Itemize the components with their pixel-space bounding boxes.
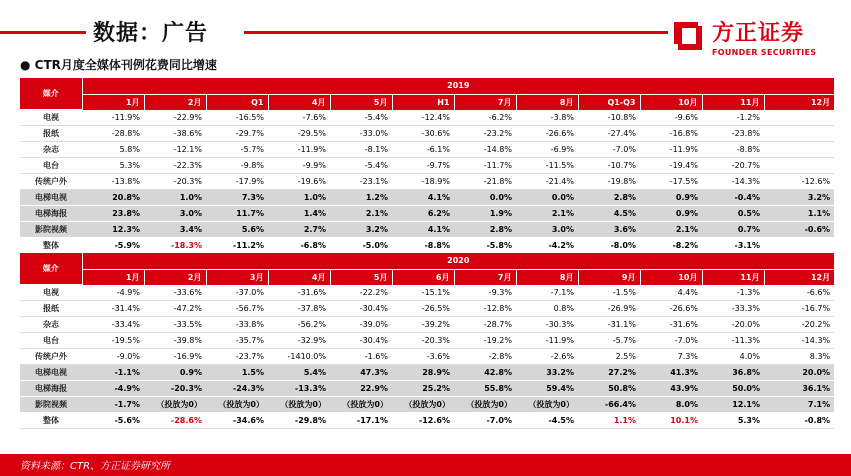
row-label: 影院视频: [20, 222, 82, 238]
table-cell: -9.6%: [640, 110, 702, 126]
table-cell: 2.1%: [330, 206, 392, 222]
table-cell: -9.9%: [268, 158, 330, 174]
table-cell: -7.6%: [268, 110, 330, 126]
table-cell: -18.9%: [392, 174, 454, 190]
media-corner-label: 媒介: [20, 253, 82, 285]
row-label: 整体: [20, 238, 82, 254]
table-cell: -1.5%: [578, 285, 640, 301]
table-cell: [764, 158, 834, 174]
table-cell: -20.7%: [702, 158, 764, 174]
table-cell: -7.0%: [578, 142, 640, 158]
table-cell: -19.2%: [454, 333, 516, 349]
table-cell: -26.6%: [640, 301, 702, 317]
table-cell: -4.5%: [516, 413, 578, 429]
table-cell: -19.6%: [268, 174, 330, 190]
table-cell: 2.5%: [578, 349, 640, 365]
table-cell: 1.5%: [206, 365, 268, 381]
table-cell: -1.6%: [330, 349, 392, 365]
table-cell: （投放为0）: [268, 397, 330, 413]
table-cell: -5.6%: [82, 413, 144, 429]
table-cell: 5.6%: [206, 222, 268, 238]
table-cell: 3.2%: [764, 190, 834, 206]
table-cell: -17.5%: [640, 174, 702, 190]
column-header: 12月: [764, 94, 834, 110]
column-header: 7月: [454, 94, 516, 110]
table-cell: -29.5%: [268, 126, 330, 142]
table-cell: 36.1%: [764, 381, 834, 397]
table-cell: （投放为0）: [330, 397, 392, 413]
table-cell: 3.2%: [330, 222, 392, 238]
table-row: [20, 301, 834, 317]
table-cell: -16.9%: [144, 349, 206, 365]
table-cell: -11.2%: [206, 238, 268, 254]
table-cell: -30.6%: [392, 126, 454, 142]
year-label: 2019: [82, 78, 834, 94]
table-cell: -23.1%: [330, 174, 392, 190]
table-cell: -20.0%: [702, 317, 764, 333]
table-cell: -6.1%: [392, 142, 454, 158]
table-cell: （投放为0）: [516, 397, 578, 413]
table-cell: 0.9%: [144, 365, 206, 381]
table-cell: 0.9%: [640, 206, 702, 222]
table-cell: -7.1%: [516, 285, 578, 301]
table-cell: -1.3%: [702, 285, 764, 301]
table-cell: 2.7%: [268, 222, 330, 238]
table-cell: （投放为0）: [206, 397, 268, 413]
table-cell: -20.3%: [144, 381, 206, 397]
table-cell: 2.8%: [454, 222, 516, 238]
table-row: [20, 126, 834, 142]
table-cell: -29.7%: [206, 126, 268, 142]
table-cell: -11.9%: [640, 142, 702, 158]
table-cell: -8.0%: [578, 238, 640, 254]
table-cell: -28.7%: [454, 317, 516, 333]
table-cell: -14.8%: [454, 142, 516, 158]
table-row: [20, 333, 834, 349]
table-cell: 1.2%: [330, 190, 392, 206]
founder-logo: [672, 16, 822, 62]
table-cell: 1.4%: [268, 206, 330, 222]
table-cell: 6.2%: [392, 206, 454, 222]
table-cell: 7.1%: [764, 397, 834, 413]
table-cell: [764, 126, 834, 142]
table-cell: -4.9%: [82, 285, 144, 301]
table-cell: 50.8%: [578, 381, 640, 397]
column-header: 8月: [516, 94, 578, 110]
table-cell: -9.0%: [82, 349, 144, 365]
founder-logo-mark-icon: [672, 18, 704, 52]
table-cell: -11.9%: [82, 110, 144, 126]
row-label: 传统户外: [20, 349, 82, 365]
table-cell: -0.8%: [764, 413, 834, 429]
table-cell: 28.9%: [392, 365, 454, 381]
table-row: [20, 206, 834, 222]
table-cell: -33.6%: [144, 285, 206, 301]
column-header: Q1: [206, 94, 268, 110]
table-cell: -2.8%: [454, 349, 516, 365]
table-cell: -23.8%: [702, 126, 764, 142]
table-cell: -6.2%: [454, 110, 516, 126]
table-cell: -1.2%: [702, 110, 764, 126]
table-cell: -1.7%: [82, 397, 144, 413]
table-cell: 50.0%: [702, 381, 764, 397]
table-cell: -5.0%: [330, 238, 392, 254]
table-cell: -5.4%: [330, 158, 392, 174]
table-cell: -15.1%: [392, 285, 454, 301]
table-cell: -37.0%: [206, 285, 268, 301]
table-cell: 0.0%: [516, 190, 578, 206]
table-cell: -6.8%: [268, 238, 330, 254]
table-cell: -29.8%: [268, 413, 330, 429]
logo-name-en: FOUNDER SECURITIES: [712, 48, 817, 57]
year-header-row: [20, 78, 834, 94]
table-cell: -28.8%: [82, 126, 144, 142]
table-cell: 27.2%: [578, 365, 640, 381]
table-cell: -39.0%: [330, 317, 392, 333]
column-header: Q1-Q3: [578, 94, 640, 110]
table-cell: 4.5%: [578, 206, 640, 222]
table-cell: -12.6%: [392, 413, 454, 429]
table-cell: （投放为0）: [454, 397, 516, 413]
column-header: 7月: [454, 269, 516, 285]
table-row: [20, 190, 834, 206]
row-label: 报纸: [20, 301, 82, 317]
table-cell: 1.9%: [454, 206, 516, 222]
table-cell: 5.3%: [82, 158, 144, 174]
table-cell: [764, 142, 834, 158]
table-cell: -11.3%: [702, 333, 764, 349]
table-cell: -28.6%: [144, 413, 206, 429]
table-cell: -0.6%: [764, 222, 834, 238]
table-cell: 4.1%: [392, 222, 454, 238]
table-cell: -12.1%: [144, 142, 206, 158]
table-cell: -33.0%: [330, 126, 392, 142]
table-cell: -35.7%: [206, 333, 268, 349]
table-cell: -3.8%: [516, 110, 578, 126]
table-2020: [20, 253, 834, 429]
column-header: 11月: [702, 94, 764, 110]
table-row: [20, 285, 834, 301]
table-cell: -37.8%: [268, 301, 330, 317]
row-label: 报纸: [20, 126, 82, 142]
chart-subtitle: ● CTR月度全媒体刊例花费同比增速: [20, 58, 217, 72]
table-row: [20, 349, 834, 365]
table-cell: -1.1%: [82, 365, 144, 381]
table-cell: -26.5%: [392, 301, 454, 317]
table-cell: -17.9%: [206, 174, 268, 190]
table-cell: -12.4%: [392, 110, 454, 126]
table-cell: -2.6%: [516, 349, 578, 365]
table-cell: 2.1%: [516, 206, 578, 222]
title-bar-right: [244, 31, 668, 34]
table-cell: -6.6%: [764, 285, 834, 301]
table-cell: -11.9%: [268, 142, 330, 158]
column-header: 10月: [640, 269, 702, 285]
table-cell: -10.7%: [578, 158, 640, 174]
column-header: 1月: [82, 94, 144, 110]
table-cell: 0.8%: [516, 301, 578, 317]
table-cell: -8.8%: [392, 238, 454, 254]
row-label: 杂志: [20, 317, 82, 333]
table-cell: （投放为0）: [144, 397, 206, 413]
table-cell: 47.3%: [330, 365, 392, 381]
table-cell: [764, 110, 834, 126]
column-header: 5月: [330, 94, 392, 110]
row-label: 电视: [20, 110, 82, 126]
month-header-row: [20, 94, 834, 110]
table-cell: -3.6%: [392, 349, 454, 365]
table-cell: -27.4%: [578, 126, 640, 142]
table-cell: -20.2%: [764, 317, 834, 333]
table-cell: -38.6%: [144, 126, 206, 142]
table-cell: 7.3%: [206, 190, 268, 206]
table-cell: -66.4%: [578, 397, 640, 413]
table-cell: -20.3%: [392, 333, 454, 349]
table-cell: -22.9%: [144, 110, 206, 126]
table-cell: 3.4%: [144, 222, 206, 238]
table-cell: -23.2%: [454, 126, 516, 142]
table-cell: 11.7%: [206, 206, 268, 222]
table-row: [20, 238, 834, 254]
table-cell: 0.7%: [702, 222, 764, 238]
table-cell: -5.7%: [578, 333, 640, 349]
table-row: [20, 317, 834, 333]
table-row: [20, 397, 834, 413]
table-cell: 41.3%: [640, 365, 702, 381]
table-cell: -13.8%: [82, 174, 144, 190]
table-cell: -11.9%: [516, 333, 578, 349]
table-cell: 59.4%: [516, 381, 578, 397]
table-cell: -5.4%: [330, 110, 392, 126]
row-label: 电梯电视: [20, 190, 82, 206]
table-cell: -10.8%: [578, 110, 640, 126]
table-cell: -56.2%: [268, 317, 330, 333]
table-cell: -1410.0%: [268, 349, 330, 365]
column-header: 2月: [144, 269, 206, 285]
media-corner-label: 媒介: [20, 78, 82, 110]
table-cell: 3.0%: [516, 222, 578, 238]
table-cell: （投放为0）: [392, 397, 454, 413]
column-header: 6月: [392, 269, 454, 285]
column-header: 11月: [702, 269, 764, 285]
table-cell: 12.3%: [82, 222, 144, 238]
table-cell: -11.7%: [454, 158, 516, 174]
table-cell: -20.3%: [144, 174, 206, 190]
column-header: 10月: [640, 94, 702, 110]
table-cell: -13.3%: [268, 381, 330, 397]
column-header: 1月: [82, 269, 144, 285]
row-label: 影院视频: [20, 397, 82, 413]
table-cell: 7.3%: [640, 349, 702, 365]
row-label: 传统户外: [20, 174, 82, 190]
table-cell: 5.3%: [702, 413, 764, 429]
table-cell: -22.3%: [144, 158, 206, 174]
table-row: [20, 110, 834, 126]
table-cell: 23.8%: [82, 206, 144, 222]
table-cell: [764, 238, 834, 254]
table-cell: -19.4%: [640, 158, 702, 174]
table-cell: -24.3%: [206, 381, 268, 397]
table-cell: 36.8%: [702, 365, 764, 381]
year-header-row: [20, 253, 834, 269]
table-cell: -14.3%: [702, 174, 764, 190]
table-cell: -31.6%: [640, 317, 702, 333]
table-row: [20, 142, 834, 158]
table-row: [20, 174, 834, 190]
table-cell: -9.3%: [454, 285, 516, 301]
row-label: 电视: [20, 285, 82, 301]
table-cell: -33.3%: [702, 301, 764, 317]
table-cell: -23.7%: [206, 349, 268, 365]
table-cell: -21.8%: [454, 174, 516, 190]
table-cell: -12.6%: [764, 174, 834, 190]
table-cell: -26.9%: [578, 301, 640, 317]
table-cell: -33.8%: [206, 317, 268, 333]
table-cell: -30.4%: [330, 333, 392, 349]
table-cell: 0.0%: [454, 190, 516, 206]
table-cell: -8.1%: [330, 142, 392, 158]
table-cell: 10.1%: [640, 413, 702, 429]
title-bar-left: [0, 31, 86, 34]
table-cell: -31.4%: [82, 301, 144, 317]
column-header: 9月: [578, 269, 640, 285]
table-row: [20, 365, 834, 381]
table-cell: -7.0%: [640, 333, 702, 349]
column-header: 4月: [268, 94, 330, 110]
table-cell: -19.5%: [82, 333, 144, 349]
column-header: 12月: [764, 269, 834, 285]
table-cell: -31.6%: [268, 285, 330, 301]
table-cell: -3.1%: [702, 238, 764, 254]
page-title: 数据：广告: [93, 21, 209, 46]
table-cell: -33.4%: [82, 317, 144, 333]
column-header: 2月: [144, 94, 206, 110]
table-cell: -5.9%: [82, 238, 144, 254]
table-cell: -8.2%: [640, 238, 702, 254]
table-cell: -22.2%: [330, 285, 392, 301]
row-label: 电台: [20, 158, 82, 174]
table-cell: -32.9%: [268, 333, 330, 349]
table-cell: -14.3%: [764, 333, 834, 349]
table-cell: 5.4%: [268, 365, 330, 381]
table-cell: -31.1%: [578, 317, 640, 333]
table-cell: -9.8%: [206, 158, 268, 174]
table-cell: 1.0%: [144, 190, 206, 206]
table-cell: 0.5%: [702, 206, 764, 222]
table-cell: -16.5%: [206, 110, 268, 126]
table-cell: 2.8%: [578, 190, 640, 206]
source-note: 资料来源：CTR、方正证券研究所: [20, 461, 171, 472]
table-cell: -9.7%: [392, 158, 454, 174]
table-cell: -5.8%: [454, 238, 516, 254]
table-cell: 1.1%: [764, 206, 834, 222]
year-label: 2020: [82, 253, 834, 269]
table-cell: 4.4%: [640, 285, 702, 301]
table-cell: -6.9%: [516, 142, 578, 158]
table-cell: 8.3%: [764, 349, 834, 365]
table-cell: 3.6%: [578, 222, 640, 238]
row-label: 电梯电视: [20, 365, 82, 381]
table-cell: 3.0%: [144, 206, 206, 222]
table-cell: 42.8%: [454, 365, 516, 381]
table-row: [20, 381, 834, 397]
table-cell: -5.7%: [206, 142, 268, 158]
table-cell: -33.5%: [144, 317, 206, 333]
table-cell: 1.1%: [578, 413, 640, 429]
table-cell: -7.0%: [454, 413, 516, 429]
table-row: [20, 222, 834, 238]
table-cell: 12.1%: [702, 397, 764, 413]
table-cell: 20.8%: [82, 190, 144, 206]
month-header-row: [20, 269, 834, 285]
column-header: 4月: [268, 269, 330, 285]
table-cell: 0.9%: [640, 190, 702, 206]
column-header: H1: [392, 94, 454, 110]
column-header: 8月: [516, 269, 578, 285]
table-cell: 1.0%: [268, 190, 330, 206]
row-label: 整体: [20, 413, 82, 429]
table-cell: 55.8%: [454, 381, 516, 397]
table-cell: -30.3%: [516, 317, 578, 333]
table-cell: -17.1%: [330, 413, 392, 429]
table-cell: 33.2%: [516, 365, 578, 381]
table-cell: -47.2%: [144, 301, 206, 317]
table-row: [20, 158, 834, 174]
table-cell: -0.4%: [702, 190, 764, 206]
table-cell: -18.3%: [144, 238, 206, 254]
row-label: 电台: [20, 333, 82, 349]
table-cell: -12.8%: [454, 301, 516, 317]
table-cell: -4.9%: [82, 381, 144, 397]
table-cell: -16.7%: [764, 301, 834, 317]
table-cell: 20.0%: [764, 365, 834, 381]
table-cell: -39.8%: [144, 333, 206, 349]
table-cell: -39.2%: [392, 317, 454, 333]
table-cell: -4.2%: [516, 238, 578, 254]
table-row: [20, 413, 834, 429]
column-header: 3月: [206, 269, 268, 285]
table-cell: 5.8%: [82, 142, 144, 158]
table-cell: -34.6%: [206, 413, 268, 429]
table-cell: -30.4%: [330, 301, 392, 317]
logo-name-cn: 方正证券: [712, 21, 805, 46]
table-cell: 8.0%: [640, 397, 702, 413]
table-cell: 2.1%: [640, 222, 702, 238]
table-cell: -16.8%: [640, 126, 702, 142]
table-cell: -19.8%: [578, 174, 640, 190]
column-header: 5月: [330, 269, 392, 285]
row-label: 电梯海报: [20, 206, 82, 222]
table-cell: 25.2%: [392, 381, 454, 397]
row-label: 杂志: [20, 142, 82, 158]
row-label: 电梯海报: [20, 381, 82, 397]
table-cell: 4.0%: [702, 349, 764, 365]
table-2019: [20, 78, 834, 254]
table-cell: -21.4%: [516, 174, 578, 190]
table-cell: 22.9%: [330, 381, 392, 397]
table-cell: 4.1%: [392, 190, 454, 206]
table-cell: 43.9%: [640, 381, 702, 397]
table-cell: -8.8%: [702, 142, 764, 158]
table-cell: -56.7%: [206, 301, 268, 317]
table-cell: -11.5%: [516, 158, 578, 174]
table-cell: -26.6%: [516, 126, 578, 142]
